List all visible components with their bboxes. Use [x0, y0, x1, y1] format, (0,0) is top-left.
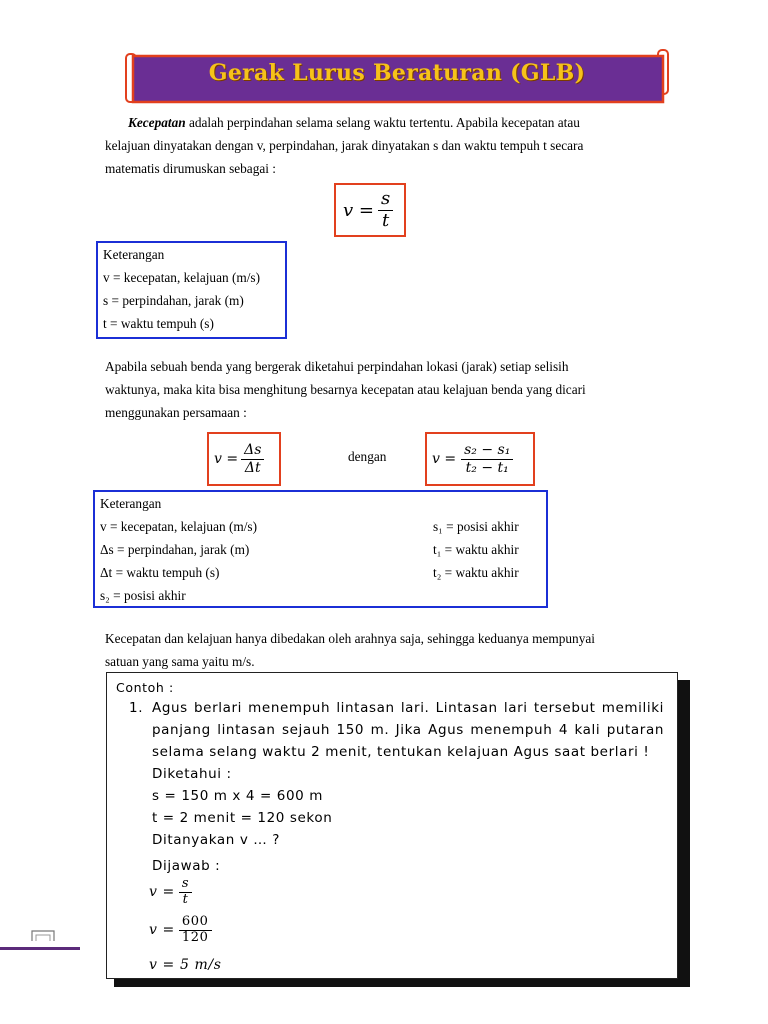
keterangan-item: t₂ = waktu akhir	[433, 565, 519, 580]
given-time: t = 2 menit = 120 sekon	[152, 810, 333, 826]
formula-speed-box	[334, 183, 406, 237]
paragraph-3	[105, 627, 689, 673]
para2-line2: waktunya, maka kita bisa menghitung besarnya kecepatan atau kelajuan benda yang dicari	[105, 382, 586, 397]
solution-result: v = 5 m/s	[149, 957, 222, 973]
intro-paragraph	[105, 111, 689, 180]
keterangan-box-1	[96, 241, 287, 339]
para2-line3: menggunakan persamaan :	[105, 405, 247, 420]
keterangan-heading: Keterangan	[100, 496, 162, 511]
step1-lhs: v =	[149, 884, 175, 901]
intro-line2: kelajuan dinyatakan dengan v, perpindahan, jarak dinyatakan s dan waktu tempuh t secara	[105, 138, 584, 153]
keterangan-heading: Keterangan	[103, 247, 165, 262]
example-text-line: panjang lintasan sejauh 150 m. Jika Agus menempuh 4 kali putaran	[152, 722, 664, 738]
page-title: Gerak Lurus Beraturan (GLB)	[208, 60, 586, 86]
keterangan-item: Δs = perpindahan, jarak (m)	[100, 542, 250, 557]
formula-speed-den: t	[381, 209, 390, 231]
formula-speed-lhs: v =	[343, 199, 374, 221]
keterangan-item: t = waktu tempuh (s)	[103, 316, 214, 331]
formula-delta-den: Δt	[244, 459, 261, 476]
keterangan-item: v = kecepatan, kelajuan (m/s)	[103, 270, 261, 285]
formula-diff-num: s₂ − s₁	[461, 442, 513, 459]
dijawab-label: Dijawab :	[152, 858, 221, 874]
keterangan-item: s₁ = posisi akhir	[433, 519, 519, 534]
example-box	[106, 672, 678, 979]
formula-delta-lhs: v =	[214, 451, 239, 467]
intro-term: Kecepatan	[128, 115, 186, 130]
formula-diff-lhs: v =	[432, 451, 457, 467]
example-heading: Contoh :	[116, 680, 174, 695]
para3-line1: Kecepatan dan kelajuan hanya dibedakan oleh arahnya saja, sehingga keduanya mempunyai	[105, 631, 595, 646]
formula-delta-box	[207, 432, 281, 486]
para3-line2: satuan yang sama yaitu m/s.	[105, 654, 255, 669]
page-corner-icon	[30, 927, 60, 943]
keterangan-item: Δt = waktu tempuh (s)	[100, 565, 220, 580]
keterangan-item: v = kecepatan, kelajuan (m/s)	[100, 519, 258, 534]
formula-diff-box	[425, 432, 535, 486]
step2-num: 600	[179, 915, 212, 931]
keterangan-item: s = perpindahan, jarak (m)	[103, 293, 244, 308]
example-number: 1.	[129, 700, 144, 716]
paragraph-2	[105, 355, 689, 424]
ditanyakan-label: Ditanyakan v … ?	[152, 832, 281, 848]
example-text-line: selama selang waktu 2 menit, tentukan kelajuan Agus saat berlari !	[152, 744, 650, 760]
formula-delta-num: Δs	[241, 442, 264, 459]
keterangan-item: s₂ = posisi akhir	[100, 588, 186, 603]
para2-line1: Apabila sebuah benda yang bergerak diketahui perpindahan lokasi (jarak) setiap selisih	[105, 359, 569, 374]
diketahui-label: Diketahui :	[152, 766, 232, 782]
step1-den: t	[182, 891, 189, 907]
step2-lhs: v =	[149, 922, 175, 939]
step1-num: s	[179, 877, 192, 893]
formula-speed-num: s	[378, 189, 393, 211]
intro-line1: adalah perpindahan selama selang waktu tertentu. Apabila kecepatan atau	[188, 115, 580, 130]
footer-line	[0, 947, 80, 950]
keterangan-box-2	[93, 490, 548, 608]
solution-step-1	[149, 877, 192, 908]
solution-step-2	[149, 915, 212, 946]
dengan-label: dengan	[348, 449, 387, 464]
intro-line3: matematis dirumuskan sebagai :	[105, 161, 276, 176]
title-banner	[124, 48, 670, 110]
keterangan-item: t₁ = waktu akhir	[433, 542, 519, 557]
step2-den: 120	[181, 929, 209, 945]
example-text-line: Agus berlari menempuh lintasan lari. Lintasan lari tersebut memiliki	[152, 700, 664, 716]
given-distance: s = 150 m x 4 = 600 m	[152, 788, 324, 804]
formula-diff-den: t₂ − t₁	[465, 459, 509, 476]
